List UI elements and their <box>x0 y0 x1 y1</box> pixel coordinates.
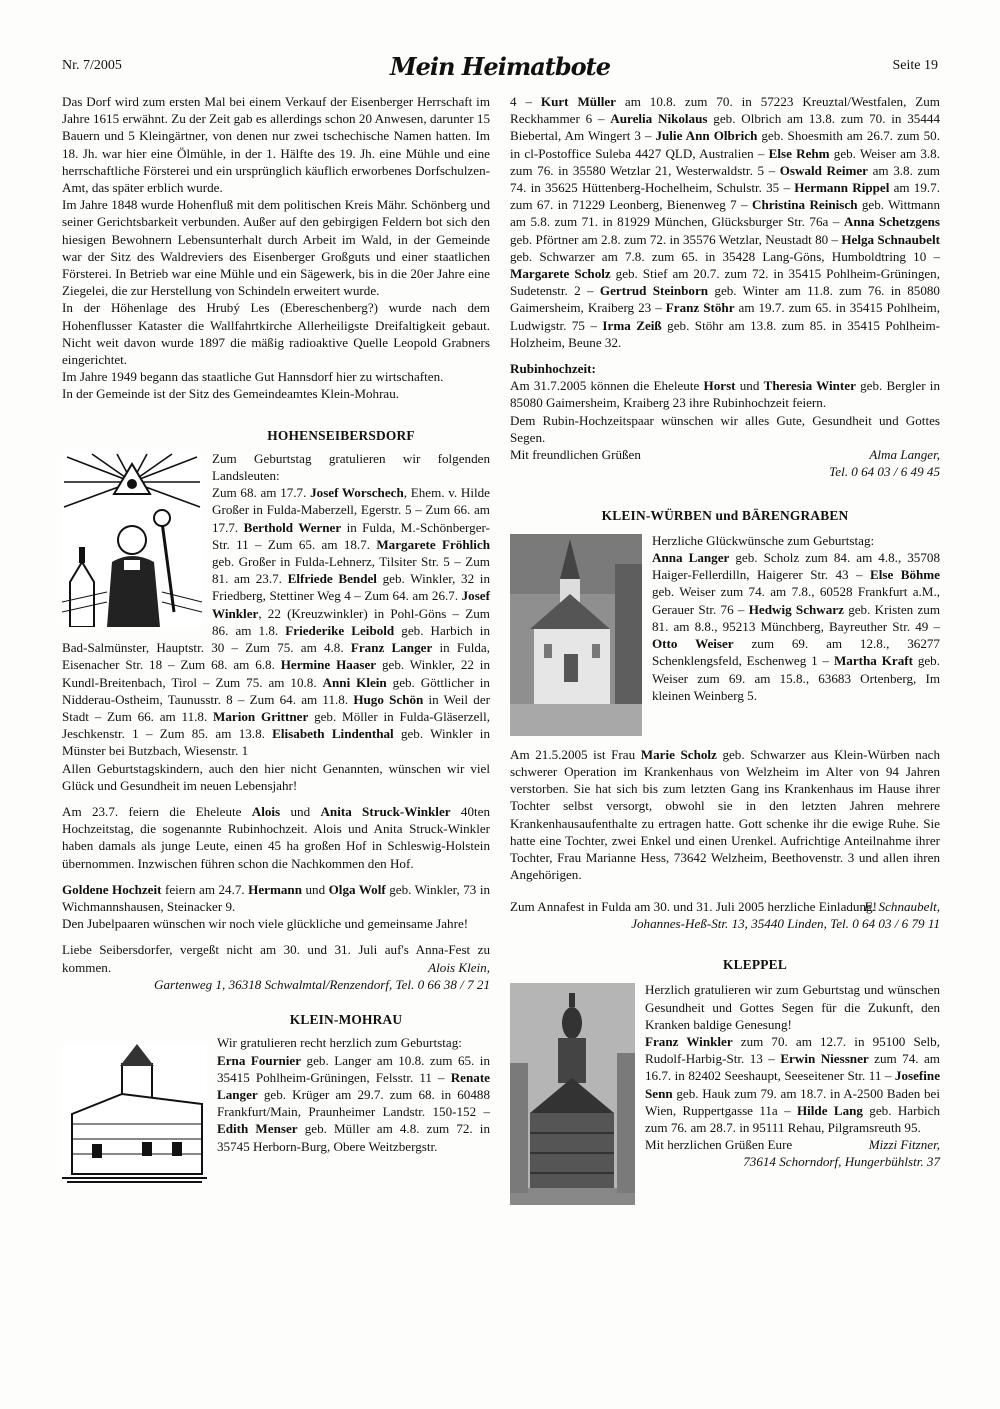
section-heading-klein-mohrau: KLEIN-MOHRAU <box>289 1012 403 1028</box>
kleppel-intro: Herzlich gratulieren wir zum Geburtstag und wünschen Gesundheit und Gottes Segen für die Zukunft, den Kranken baldige Genesung! <box>645 982 940 1032</box>
paragraph: In der Höhenlage des Hrubý Les (Ebereschenberg?) wurde nach dem Hohenflusser Kataster die Wallfahrtkirche Allerheiligste Dreifaltigkeit gebaut. Nicht weit davon wurde 1897 die mäßig radioaktive Quelle Leopold Grabners eingerichtet. <box>62 300 490 368</box>
klein-mohrau-intro: Wir gratulieren recht herzlich zum Geburtstag: <box>217 1035 462 1051</box>
greeting: Mit freundlichen Grüßen <box>510 447 641 463</box>
anniversary-paragraph: Am 23.7. feiern die Eheleute Alois und Anita Struck-Winkler 40ten Hochzeitstag, die sogenannte Rubinhochzeit. Alois und Anita Struck-Winkler haben damals als junge Leute, einen 45 ha großen Hof in Schleswig-Holstein übernommen. Inzwischen führen schon die Nachkommen den Hof. <box>62 803 490 871</box>
paragraph: Dem Rubin-Hochzeitspaar wünschen wir alles Gute, Gesundheit und Gottes Segen. <box>510 412 940 445</box>
masthead-logo: Mein Heimatbote <box>390 52 610 81</box>
right-column <box>510 93 940 1205</box>
hohenseibersdorf-intro: Zum Geburtstag gratulieren wir folgenden Landsleuten: <box>212 450 490 484</box>
signature-phone: Tel. 0 64 03 / 6 49 45 <box>829 464 940 480</box>
section-heading-hohenseibersdorf: HOHENSEIBERSDORF <box>267 427 415 443</box>
village-church-icon <box>62 1044 207 1184</box>
chapel-photo <box>510 534 642 736</box>
annafest-invitation: Zum Annafest in Fulda am 30. und 31. Juli 2005 herzliche Einladung! <box>510 898 877 914</box>
signature-address: Johannes-Heß-Str. 13, 35440 Linden, Tel. 0 64 03 / 6 79 11 <box>631 915 940 931</box>
wooden-chapel-image <box>510 983 635 1205</box>
page-header <box>62 52 938 82</box>
signature-name: Alma Langer, <box>869 447 940 463</box>
woodcut-illustration <box>62 452 202 627</box>
ruby-wedding-heading: Rubinhochzeit: <box>510 361 596 377</box>
obituary-paragraph: Am 21.5.2005 ist Frau Marie Scholz geb. Schwarzer aus Klein-Würben nach schwerer Operation im Krankenhaus von Welzheim im Alter von 94 Jahren verstorben. Sie hat sich bis zum letzten Gang ins Krankenhaus im Hause ihrer Tochter selbst versorgt, obwohl sie in den letzten Jahren mehrere Krankenhausaufenthalte zu ertragen hatte. Gott schenke ihr die ewige Ruhe. Sie hatte eine Tochter, zwei Enkel und einen Urenkel. Aufrichtige Anteilnahme ihrer Tochter, Frau Marianne Hess, 73642 Welzheim, Beethovenstr. 3 und allen ihren Angehörigen. <box>510 746 941 883</box>
paragraph: Im Jahre 1949 begann das staatliche Gut Hannsdorf hier zu wirtschaften. <box>62 369 444 385</box>
klein-wuerben-birthdays: Anna Langer geb. Scholz zum 84. am 4.8., 35708 Haiger-Fellerdilln, Haigerer Str. 43 – Else Böhme geb. Weiser zum 74. am 7.8., 60528 Frankfurt a.M., Gerauer Str. 76 – Hedwig Schwarz geb. Kristen zum 81. am 8.8., 95213 Münchberg, Bayreuther Str. 49 – Otto Weiser zum 69. am 12.8., 36277 Schenklengsfeld, Eschenweg 1 – Martha Kraft geb. Weiser zum 69. am 15.8., 63683 Ortenberg, Im kleinen Weinberg 5. <box>652 550 940 703</box>
signature-name: Alois Klein, <box>428 959 490 975</box>
signature-address: Gartenweg 1, 36318 Schwalmtal/Renzendorf, Tel. 0 66 38 / 7 21 <box>154 976 490 992</box>
chapel-photo-image <box>510 534 642 736</box>
saint-woodcut-icon <box>62 452 202 627</box>
section-heading-klein-wuerben: KLEIN-WÜRBEN und BÄRENGRABEN <box>601 507 849 523</box>
kleppel-birthdays: Franz Winkler zum 70. am 12.7. in 95100 Selb, Rudolf-Harbig-Str. 13 – Erwin Niessner zum 74. am 16.7. in 82402 Seeshaupt, Seeseitener Str. 11 – Josefine Senn geb. Hauk zum 79. am 18.7. in A-2500 Baden bei Wien, Ruppertgasse 11a – Hilde Lang geb. Harbich zum 76. am 28.7. in 95111 Rehau, Pilgramsreuth 95. <box>645 1033 941 1135</box>
signature-name: E. Schnaubelt, <box>864 898 940 914</box>
section-heading-kleppel: KLEPPEL <box>723 957 787 973</box>
ruby-wedding-paragraph: Am 31.7.2005 können die Eheleute Horst und Theresia Winter geb. Bergler in 85080 Gaimersheim, Kraiberg 23 ihre Rubinhochzeit feiern. <box>510 378 940 411</box>
birthday-list-continued: 4 – Kurt Müller am 10.8. zum 70. in 57223 Kreuztal/Westfalen, Zum Reckhammer 6 – Aurelia Nikolaus geb. Olbrich am 13.8. zum 70. in 35444 Biebertal, Am Wingert 3 – Julie Ann Olbrich geb. Shoesmith am 26.7. zum 50. in cl-Postoffice Suleba 4427 QLD, Australien – Else Rehm geb. Weiser am 3.8. zum 76. in 35580 Wetzlar 21, Westerwaldstr. 5 – Oswald Reimer am 3.8. zum 74. in 35625 Hüttenberg-Hochelheim, Schulstr. 35 – Hermann Rippel am 19.7. zum 67. in 71229 Leonberg, Bienenweg 7 – Christina Reinisch geb. Wittmann am 5.8. zum 71. in 81929 München, Glücksburger Str. 76a – Anna Schetzgens geb. Pförtner am 2.8. zum 72. in 35576 Wetzlar, Neustadt 80 – Helga Schnaubelt geb. Schwarzer am 7.8. zum 65. in 35428 Lang-Göns, Humboldtring 10 – Margarete Scholz geb. Stief am 20.7. zum 72. in 35415 Pohlheim-Grüningen, Sudetenstr. 2 – Gertrud Steinborn geb. Winter am 11.8. zum 76. in 85080 Gaimersheim, Kraiberg 23 – Franz Stöhr am 19.7. zum 65. in 35415 Pohlheim, Ludwigstr. 75 – Irma Zeiß geb. Stöhr am 13.8. zum 85. in 35415 Pohlheim-Holzheim, Beune 32. <box>510 94 941 350</box>
paragraph: Den Jubelpaaren wünschen wir noch viele glückliche und gemeinsame Jahre! <box>62 916 469 932</box>
paragraph: Das Dorf wird zum ersten Mal bei einem Verkauf der Eisenberger Herrschaft im Jahre 1615 erwähnt. Zu der Zeit gab es allerdings schon 20 Anwesen, darunter 15 Bauern und 5 Kleingärtner, von denen nur zwei tschechische Namen hatten. Im 18. Jh. war hier eine Ölmühle, in der 1. Hälfte des 19. Jh. eine Mühle und eine herrschaftliche Försterei und ein ursprünglich käuflich erworbenes Dorfschulzen-Amt, das später erblich wurde. <box>62 94 490 196</box>
paragraph: Im Jahre 1848 wurde Hohenfluß mit dem politischen Kreis Mähr. Schönberg und seiner Gerichtsbarkeit verbunden. Außer auf den gebirgigen Feldern bot sich den hiesigen Bewohnern Lebensunterhalt durch Arbeit im Wald, in der Gemeinde war der Sitz des Waldreviers des Eisenberger Großguts und einer staatlichen Försterei. In Betrieb war eine Mühle und ein Sägewerk, bis in die 20er Jahre eine Ziegelei, die zur Herstellung von Schindeln erweitert wurde. <box>62 197 490 299</box>
invitation: Liebe Seibersdorfer, vergeßt nicht am 30. und 31. Juli auf's Anna-Fest zu kommen. <box>62 942 490 975</box>
hohenseibersdorf-birthdays: Zum 68. am 17.7. Josef Worschech, Ehem. v. Hilde Großer in Fulda-Maberzell, Egerstr. 5 – Zum 66. am 17.7. Berthold Werner in Fulda, M.-Schönberger-Str. 11 – Zum 65. am 18.7. Margarete Fröhlich geb. Großer in Fulda-Lehnerz, Tilsiter Str. 5 – Zum 81. am 23.7. Elfriede Bendel geb. Winkler, 32 in Friedberg, Stettiner Weg 4 – Zum 64. am 26.7. Josef Winkler, 22 (Kreuzwinkler) in Pohl-Göns – Zum 86. am 1.8. Friederike Leibold geb. Harbich in Bad-Salmünster, Hauptstr. 30 – Zum 75. am 4.8. Franz Langer in Fulda, Eisenacher Str. 18 – Zum 68. am 6.8. Hermine Haaser geb. Winkler, 22 in Kundl-Breitenbach, Tirol – Zum 75. am 10.8. Anni Klein geb. Göttlicher in Nidderau-Ostheim, Taunusstr. 8 – Zum 64. am 11.8. Hugo Schön in Weil der Stadt – Zum 66. am 11.8. Marion Grittner geb. Möller in Fulda-Gläserzell, Jeschkenstr. 1 – Zum 85. am 13.8. Elisabeth Lindenthal geb. Winkler in Münster bei Butzbach, Wiesenstr. 1 <box>62 485 490 759</box>
klein-mohrau-birthdays: Erna Fournier geb. Langer am 10.8. zum 65. in 35415 Pohlheim-Grüningen, Felsstr. 11 – Renate Langer geb. Krüger am 29.7. zum 68. in 60488 Frankfurt/Main, Praunheimer Landstr. 150-152 – Edith Menser geb. Müller am 4.8. zum 72. in 35745 Herborn-Burg, Obere Weitzbergstr. <box>217 1052 490 1154</box>
klein-wuerben-intro: Herzliche Glückwünsche zum Geburtstag: <box>652 532 875 548</box>
paragraph: In der Gemeinde ist der Sitz des Gemeindeamtes Klein-Mohrau. <box>62 386 400 402</box>
page-number: Seite 19 <box>892 58 938 73</box>
paragraph: Allen Geburtstagskindern, auch den hier nicht Genannten, wünschen wir viel Glück und Gesundheit im neuen Lebensjahr! <box>62 760 490 793</box>
left-column <box>62 93 490 1184</box>
signature-name: Mizzi Fitzner, <box>868 1137 940 1153</box>
golden-wedding-paragraph: Goldene Hochzeit feiern am 24.7. Hermann und Olga Wolf geb. Winkler, 73 in Wichmannshausen, Steinacker 9. <box>62 881 491 914</box>
signature-address: 73614 Schorndorf, Hungerbühlstr. 37 <box>743 1154 940 1170</box>
issue-number: Nr. 7/2005 <box>62 58 122 73</box>
kleppel-greeting: Mit herzlichen Grüßen Eure Mizzi Fitzner, <box>645 1137 940 1153</box>
church-drawing <box>62 1044 207 1184</box>
wooden-chapel-photo <box>510 983 635 1205</box>
